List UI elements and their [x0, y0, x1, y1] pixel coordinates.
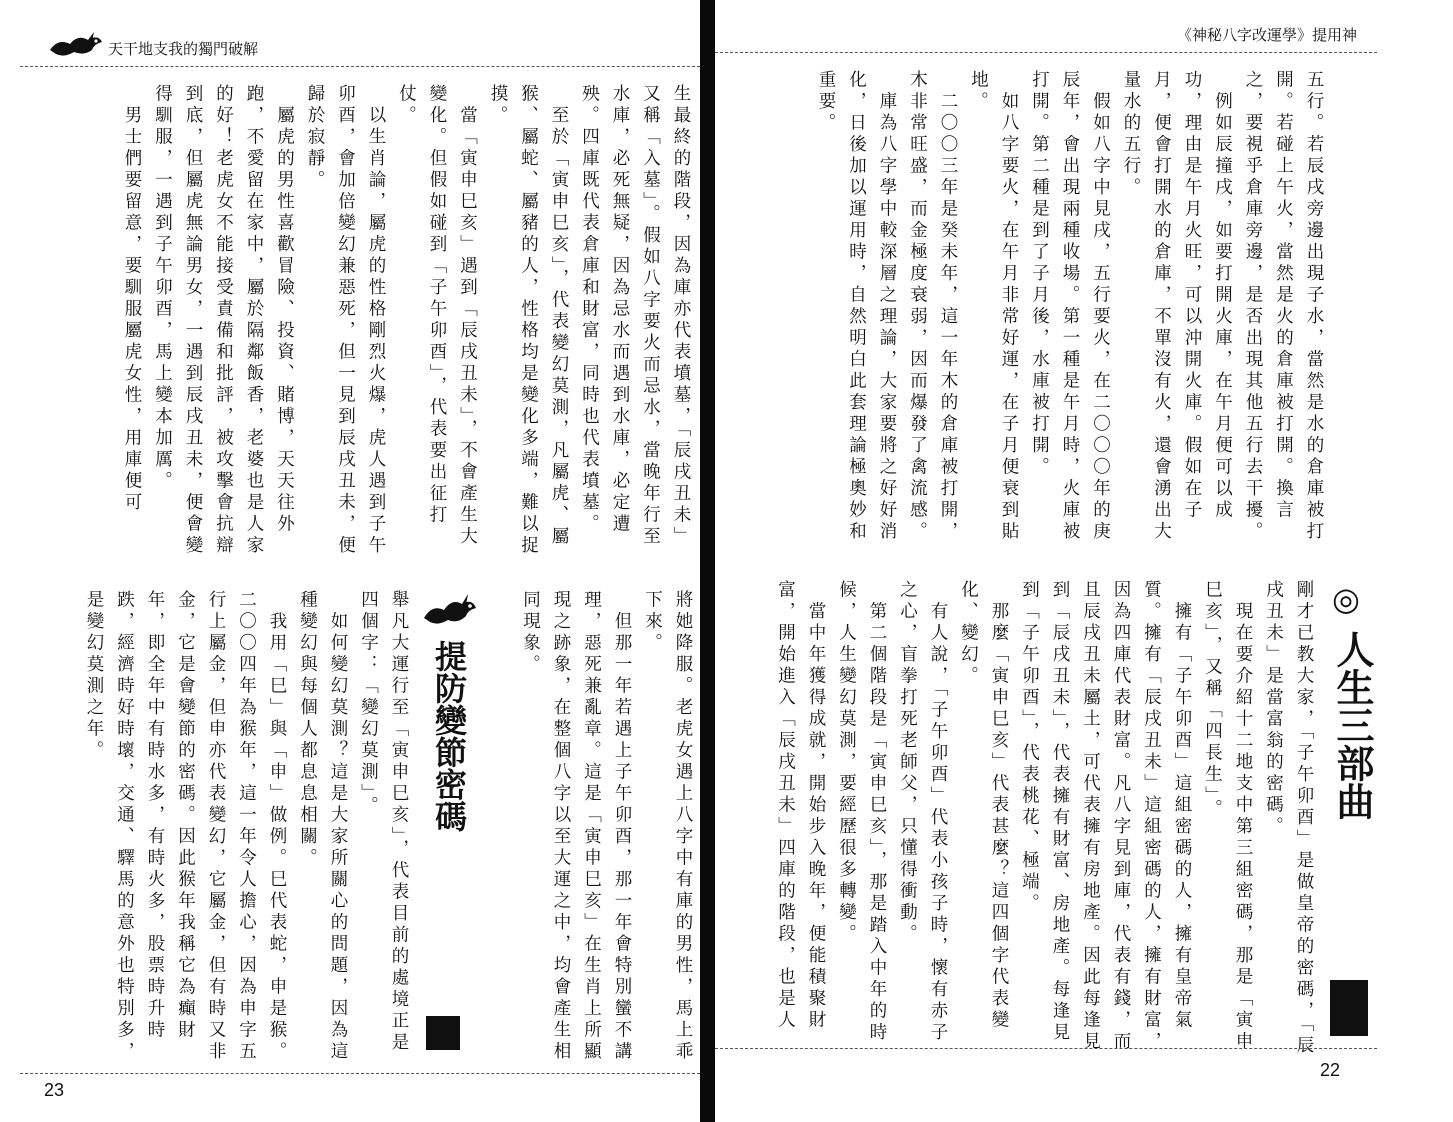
page-number: 22: [1320, 1060, 1341, 1080]
upper-body-text: 生最終的階段，因為庫亦代表墳墓，「辰戌丑未」又稱「入墓」。假如八字要火而忌水，當晚年行至水庫，必死無疑，因為忌水而遇到水庫，必定遭殃。四庫既代表倉庫和財富，同時也代表墳墓。 至於「寅申巳亥」，代表變幻莫測，凡屬虎、屬猴、屬蛇、屬豬的人，性格均是變化多端，難以捉摸。 當「寅申巳亥」遇到「辰戌丑未」，不會產生大變化。但假如碰到「子午卯酉」，代表要出征打仗。 以生肖論，屬虎的性格剛烈火爆，虎人遇到子午卯酉，會加倍變幻兼惡死，但一見到辰戌丑未，便歸於寂靜。 屬虎的男性喜歡冒險、投資、賭博，天天往外跑，不愛留在家中，屬於隔鄰飯香，老婆也是人家的好！老虎女不能接受責備和批評，被攻擊會抗辯到底，但屬虎無論男女，一遇到辰戌丑未，便會變得馴服，一遇到子午卯酉，馬上變本加厲。 男士們要留意，要馴服屬虎女性，用庫便可: [122, 84, 691, 557]
lower-body-text: 將她降服。老虎女遇上八字中有庫的男性，馬上乖下來。 但那一年若遇上子午卯酉，那一年會特別蠻不講理，惡死兼亂章。這是「寅申巳亥」在生肖上所顯現之跡象，在整個八字以至大運之中，均會產生相同現象。: [520, 590, 693, 1063]
dragon-emblem-icon: [48, 30, 104, 60]
section-title: 人生三部曲: [1330, 630, 1374, 820]
book-gutter: [700, 0, 715, 1122]
section-symbol: ◎: [1327, 580, 1365, 618]
running-header: 《神秘八字改運學》提用神: [1177, 26, 1358, 44]
corner-block: [1330, 980, 1368, 1036]
upper-body-text: 五行。若辰戌旁邊出現子水，當然是水的倉庫被打開。若碰上午火，當然是火的倉庫被打開。換言之，要視乎倉庫旁邊，是否出現其他五行去干擾。 例如辰撞戌，如要打開火庫，在午月便可以成功，理由是午月火旺，可以沖開火庫。假如在子月，便會打開水的倉庫，不單沒有火，還會湧出大量水的五行。 假如八字中見戌，五行要火，在二〇〇〇年的庚辰年，會出現兩種收場。第一種是午月時，火庫被打開。第二種是到了子月後，水庫被打開。 如八字要火，在午月非常好運，在子月便衰到貼地。 二〇〇三年是癸未年，這一年木的倉庫被打開，木非常旺盛，而金極度衰弱，因而爆發了禽流感。 庫為八字學中較深層之理論，大家要將之好好消化，日後加以運用時，自然明白此套理論極奧妙和重要。: [816, 70, 1324, 543]
right-page: [715, 0, 1453, 1122]
footer-rule: [20, 1073, 700, 1074]
header-rule: [20, 66, 700, 67]
left-page: [0, 0, 703, 1122]
header-rule: [715, 52, 1377, 53]
running-header: 天干地支我的獨門破解: [108, 40, 259, 58]
section-body-text: 舉凡大運行至「寅申巳亥」，代表目前的處境正是四個字：「變幻莫測」。 如何變幻莫測？這是大家所關心的問題，因為這種變幻與每個人都息息相關。 我用「巳」與「申」做例。巳代表蛇，申是猴。二〇〇四年為猴年，這一年令人擔心，因為申字五行上屬金，但申亦代表變幻，它屬金，但有時又非金，它是會變節的密碼。因此猴年我稱它為癲財年，即全年中有時水多，有時火多，股票時升時跌，經濟時好時壞，交通、驛馬的意外也特別多，是變幻莫測之年。: [84, 590, 409, 1063]
section-title: 提防變節密碼: [430, 640, 468, 832]
section-body-text: 剛才已教大家，「子午卯酉」是做皇帝的密碼，「辰戌丑未」是當富翁的密碼。 現在要介紹十二地支中第三組密碼，那是「寅申巳亥」，又稱「四長生」。 擁有「子午卯酉」這組密碼的人，擁有皇帝氣質。擁有「辰戌丑未」這組密碼的人，擁有財富，因為四庫代表財富。凡八字見到庫，代表有錢，而且辰戌丑未屬土，可代表擁有房地產。因此每逢見到「辰戌丑未」，代表擁有財富、房地產。每逢見到「子午卯酉」，代表桃花、極端。 那麼「寅申巳亥」代表甚麼？這四個字代表變化、變幻。 有人說，「子午卯酉」代表小孩子時，懷有赤子之心，盲拳打死老師父，只懂得衝動。 第二個階段是「寅申巳亥」，那是踏入中年的時候，人生變幻莫測，要經歷很多轉變。 當中年獲得成就，開始步入晚年，便能積聚財富，開始進入「辰戌丑未」四庫的階段，也是人: [775, 580, 1314, 1057]
dragon-emblem-icon: [420, 592, 478, 628]
footer-rule: [715, 1048, 1377, 1049]
corner-block: [426, 1016, 460, 1050]
page-number: 23: [44, 1080, 65, 1100]
